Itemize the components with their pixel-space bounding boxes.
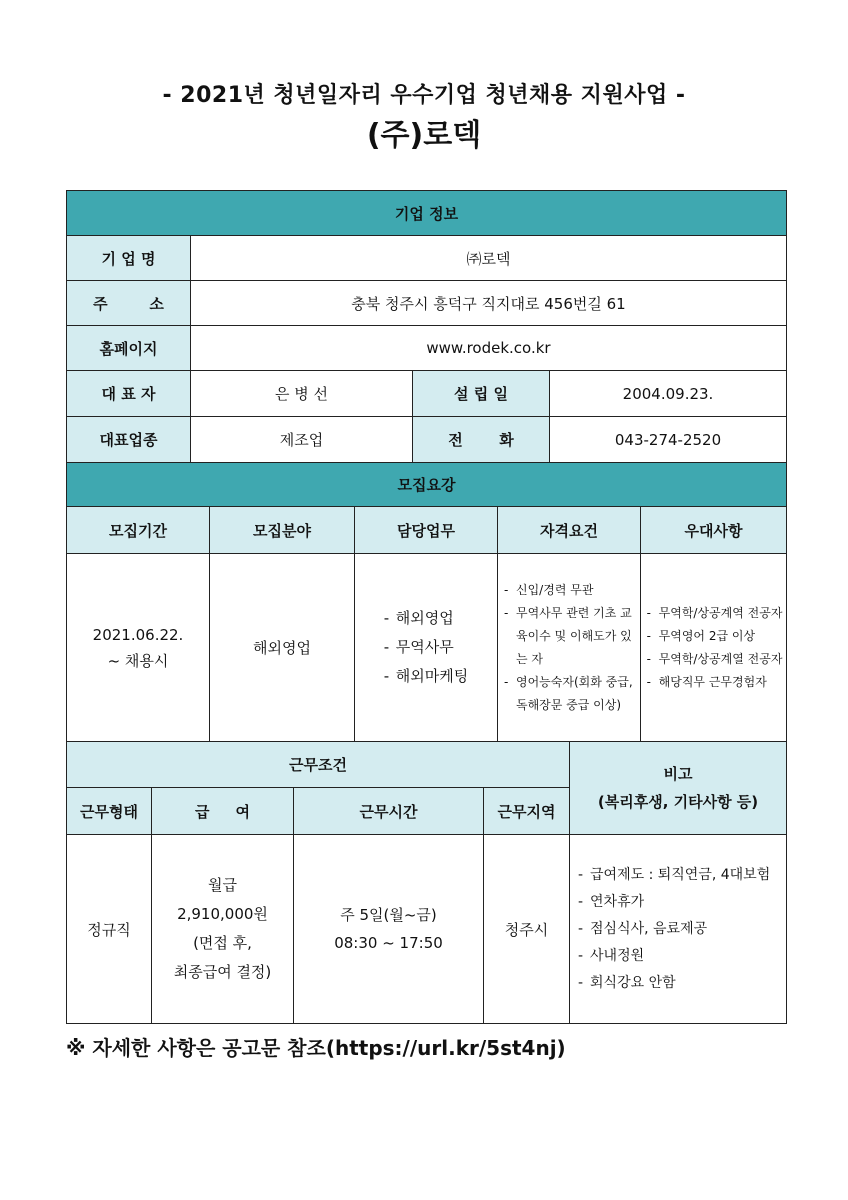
list-item: - 해외영업 bbox=[384, 604, 468, 633]
address-label: 주 소 bbox=[67, 281, 191, 326]
homepage-label: 홈페이지 bbox=[67, 326, 191, 371]
notes-subtitle: (복리후생, 기타사항 등) bbox=[597, 793, 759, 811]
list-item: - 무역사무 bbox=[384, 633, 468, 662]
notes-title: 비고 bbox=[663, 765, 693, 783]
header-hours: 근무시간 bbox=[294, 788, 484, 835]
requirements-list bbox=[504, 579, 636, 717]
requirements-cell bbox=[498, 554, 641, 742]
founded-label: 설 립 일 bbox=[413, 371, 550, 417]
list-item: - 점심식사, 음료제공 bbox=[578, 916, 770, 943]
period-cell bbox=[67, 554, 210, 742]
list-item: - 무역영어 2급 이상 bbox=[647, 625, 783, 648]
header-requirements: 자격요건 bbox=[498, 507, 641, 554]
header-location: 근무지역 bbox=[484, 788, 570, 835]
address-value: 충북 청주시 흥덕구 직지대로 456번길 61 bbox=[191, 281, 787, 326]
list-item: - 무역학/상공계역 전공자 bbox=[647, 602, 783, 625]
company-name-label: 기 업 명 bbox=[67, 236, 191, 281]
header-field: 모집분야 bbox=[210, 507, 355, 554]
work-days: 주 5일(월~금) bbox=[340, 906, 437, 924]
salary-cell bbox=[152, 835, 294, 1024]
company-info-header: 기업 정보 bbox=[67, 191, 787, 236]
salary-type: 월급 bbox=[208, 876, 237, 894]
list-item: - 무역사무 관련 기초 교육이수 및 이해도가 있는 자 bbox=[504, 602, 636, 671]
header-work-type: 근무형태 bbox=[67, 788, 152, 835]
benefits-list bbox=[578, 862, 770, 997]
list-item: - 연차휴가 bbox=[578, 889, 770, 916]
list-item: - 급여제도 : 퇴직연금, 4대보험 bbox=[578, 862, 770, 889]
notes-header bbox=[570, 742, 787, 835]
footer-note: ※ 자세한 사항은 공고문 참조(https://url.kr/5st4nj) bbox=[66, 1036, 566, 1060]
list-item: - 사내정원 bbox=[578, 943, 770, 970]
list-item: - 회식강요 안함 bbox=[578, 970, 770, 997]
list-item: - 무역학/상공계열 전공자 bbox=[647, 648, 783, 671]
field-cell: 해외영업 bbox=[210, 554, 355, 742]
period-start: 2021.06.22. bbox=[92, 625, 184, 644]
work-type-cell: 정규직 bbox=[67, 835, 152, 1024]
conditions-table bbox=[66, 741, 787, 1024]
header-preferences: 우대사항 bbox=[641, 507, 787, 554]
period-end: ~ 채용시 bbox=[107, 651, 169, 670]
duties-cell bbox=[355, 554, 498, 742]
preferences-cell bbox=[641, 554, 787, 742]
list-item: - 신입/경력 무관 bbox=[504, 579, 636, 602]
header-salary: 급 여 bbox=[152, 788, 294, 835]
company-title: (주)로덱 bbox=[366, 118, 482, 153]
benefits-cell bbox=[570, 835, 787, 1024]
salary-note-2: 최종급여 결정) bbox=[173, 963, 272, 981]
page-subtitle: - 2021년 청년일자리 우수기업 청년채용 지원사업 - bbox=[162, 83, 686, 108]
recruitment-header: 모집요강 bbox=[67, 463, 787, 507]
list-item: - 해외마케팅 bbox=[384, 662, 468, 691]
salary-amount: 2,910,000원 bbox=[177, 905, 268, 923]
header-period: 모집기간 bbox=[67, 507, 210, 554]
list-item: - 영어능숙자(회화 중급, 독해장문 중급 이상) bbox=[504, 671, 636, 717]
list-item: - 해당직무 근무경험자 bbox=[647, 671, 783, 694]
industry-value: 제조업 bbox=[191, 417, 413, 463]
recruitment-table bbox=[66, 462, 787, 742]
preferences-list bbox=[647, 602, 783, 694]
work-time: 08:30 ~ 17:50 bbox=[334, 934, 443, 952]
homepage-value: www.rodek.co.kr bbox=[191, 326, 787, 371]
ceo-value: 은 병 선 bbox=[191, 371, 413, 417]
salary-note-1: (면접 후, bbox=[193, 934, 252, 952]
conditions-header: 근무조건 bbox=[67, 742, 570, 788]
duties-list bbox=[384, 604, 468, 691]
industry-label: 대표업종 bbox=[67, 417, 191, 463]
ceo-label: 대 표 자 bbox=[67, 371, 191, 417]
founded-value: 2004.09.23. bbox=[550, 371, 787, 417]
hours-cell bbox=[294, 835, 484, 1024]
company-info-table bbox=[66, 190, 787, 463]
company-name-value: ㈜로덱 bbox=[191, 236, 787, 281]
header-duties: 담당업무 bbox=[355, 507, 498, 554]
location-cell: 청주시 bbox=[484, 835, 570, 1024]
phone-label: 전 화 bbox=[413, 417, 550, 463]
phone-value: 043-274-2520 bbox=[550, 417, 787, 463]
